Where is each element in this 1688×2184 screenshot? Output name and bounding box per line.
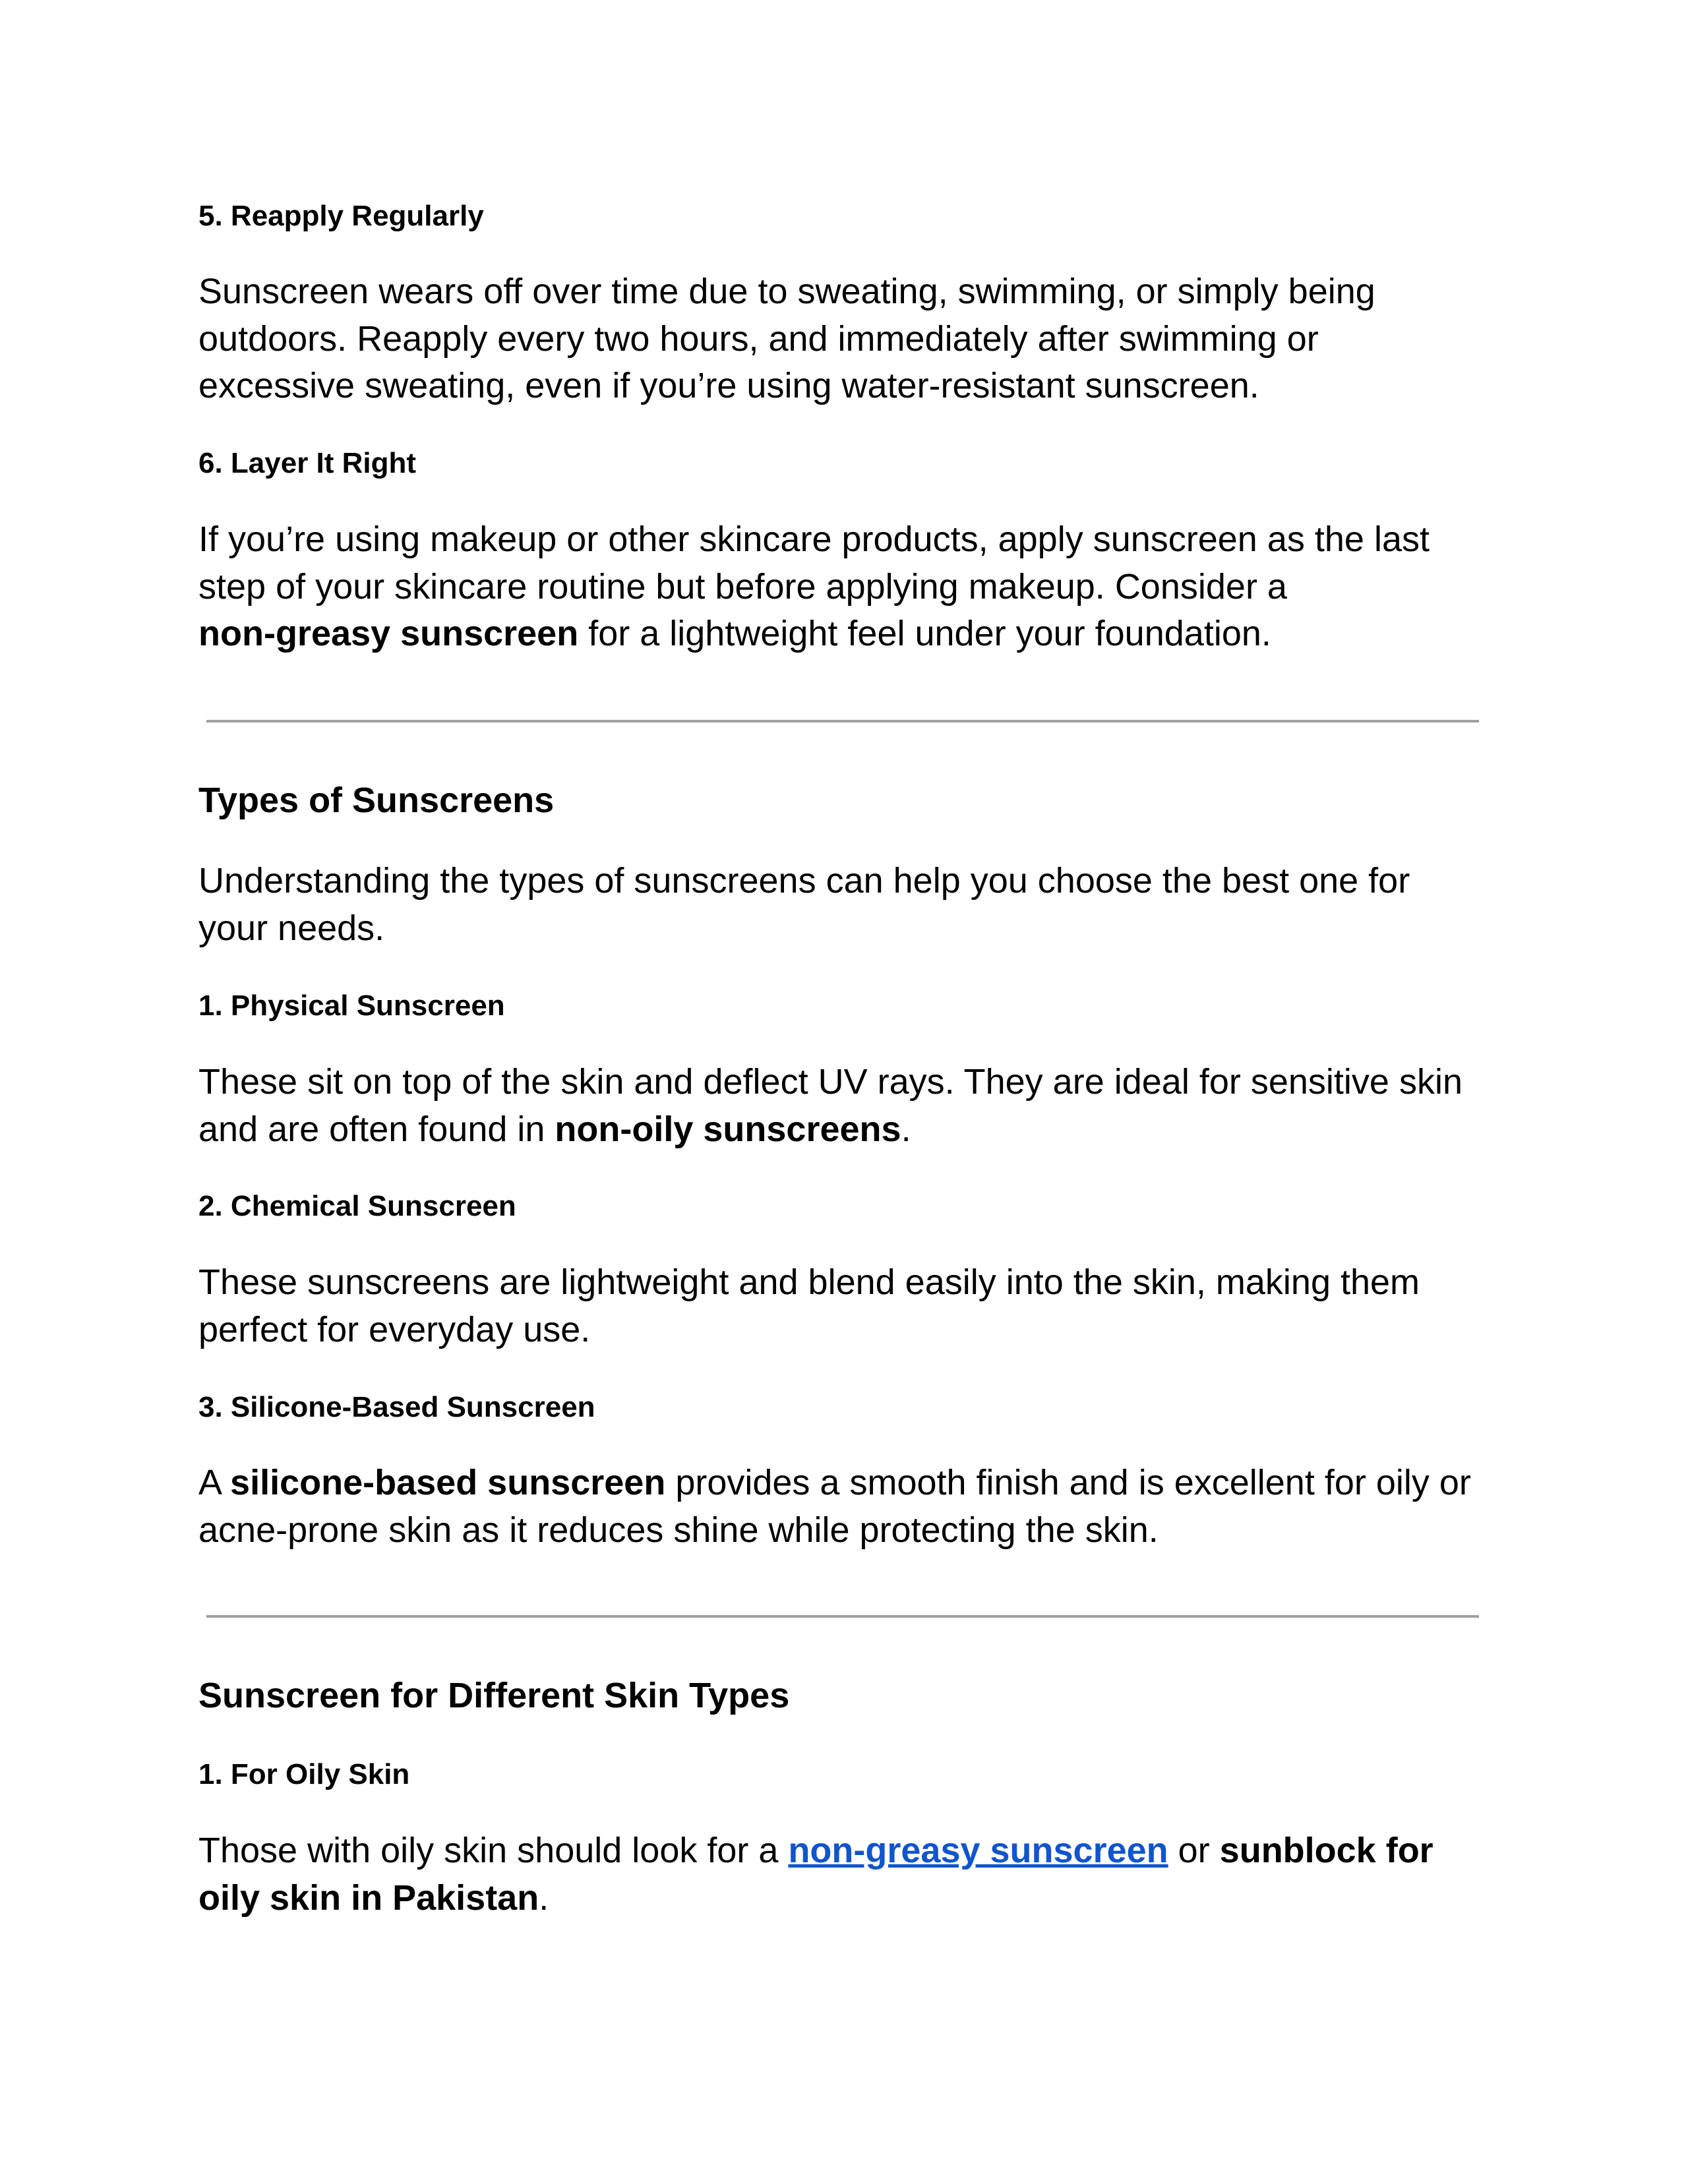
- chemical-line-2: perfect for everyday use.: [198, 1309, 591, 1349]
- chemical-paragraph: [198, 1259, 1517, 1353]
- types-intro-line-1: Understanding the types of sunscreens can help you choose the best one for: [198, 861, 1410, 900]
- reapply-line-2: outdoors. Reapply every two hours, and immediately after swimming or: [198, 318, 1319, 359]
- layer-line-1: If you’re using makeup or other skincare products, apply sunscreen as the last: [198, 519, 1430, 559]
- physical-line-2-post: .: [901, 1109, 911, 1149]
- silicone-line-1: [198, 1460, 1517, 1507]
- silicone-heading: 3. Silicone-Based Sunscreen: [198, 1391, 595, 1423]
- types-intro: [198, 858, 1517, 952]
- chemical-heading: 2. Chemical Sunscreen: [198, 1190, 516, 1222]
- types-heading: Types of Sunscreens: [198, 781, 555, 820]
- physical-line-1: These sit on top of the skin and deflect UV rays. They are ideal for sensitive skin: [198, 1062, 1462, 1102]
- reapply-line-1: Sunscreen wears off over time due to sweating, swimming, or simply being: [198, 272, 1375, 311]
- skin-types-heading: Sunscreen for Different Skin Types: [198, 1676, 790, 1715]
- oily-bold-term-part-2: oily skin in Pakistan: [198, 1877, 539, 1918]
- physical-heading: 1. Physical Sunscreen: [198, 989, 505, 1022]
- silicone-bold-term: silicone-based sunscreen: [230, 1463, 666, 1502]
- reapply-heading: 5. Reapply Regularly: [198, 200, 484, 232]
- layer-line-2: step of your skincare routine but before applying makeup. Consider a: [198, 566, 1287, 606]
- oily-line-2-post: .: [539, 1877, 549, 1918]
- layer-line-3-rest: for a lightweight feel under your foundation.: [578, 614, 1271, 653]
- oily-line-1: [198, 1827, 1517, 1875]
- oily-line-1-pre: Those with oily skin should look for a: [198, 1831, 789, 1870]
- reapply-line-3: excessive sweating, even if you’re using water-resistant sunscreen.: [198, 366, 1259, 405]
- non-greasy-sunscreen-link[interactable]: non-greasy sunscreen: [788, 1831, 1168, 1870]
- silicone-line-1-pre: A: [198, 1463, 231, 1502]
- physical-paragraph: [198, 1059, 1517, 1153]
- physical-bold-term: non-oily sunscreens: [555, 1109, 901, 1149]
- layer-heading: 6. Layer It Right: [198, 447, 417, 479]
- oily-skin-heading: 1. For Oily Skin: [198, 1758, 410, 1790]
- oily-skin-paragraph: [198, 1827, 1517, 1922]
- oily-bold-term-part-1: sunblock for: [1219, 1831, 1433, 1870]
- horizontal-divider-2: [206, 1615, 1479, 1618]
- layer-bold-term: non-greasy sunscreen: [198, 614, 579, 653]
- silicone-line-1-post: provides a smooth finish and is excellent for oily or: [665, 1463, 1471, 1502]
- physical-line-2-pre: and are often found in: [198, 1109, 555, 1149]
- silicone-paragraph: [198, 1460, 1517, 1554]
- oily-line-1-mid: or: [1168, 1831, 1220, 1870]
- reapply-paragraph: [198, 268, 1517, 410]
- physical-line-2: [198, 1106, 1517, 1154]
- chemical-line-1: These sunscreens are lightweight and blend easily into the skin, making them: [198, 1262, 1420, 1302]
- layer-paragraph: [198, 516, 1517, 658]
- types-intro-line-2: your needs.: [198, 908, 385, 948]
- oily-line-2: [198, 1875, 1517, 1922]
- layer-line-3: [198, 610, 1517, 658]
- silicone-line-2: acne-prone skin as it reduces shine while protecting the skin.: [198, 1510, 1159, 1550]
- horizontal-divider-1: [206, 720, 1479, 723]
